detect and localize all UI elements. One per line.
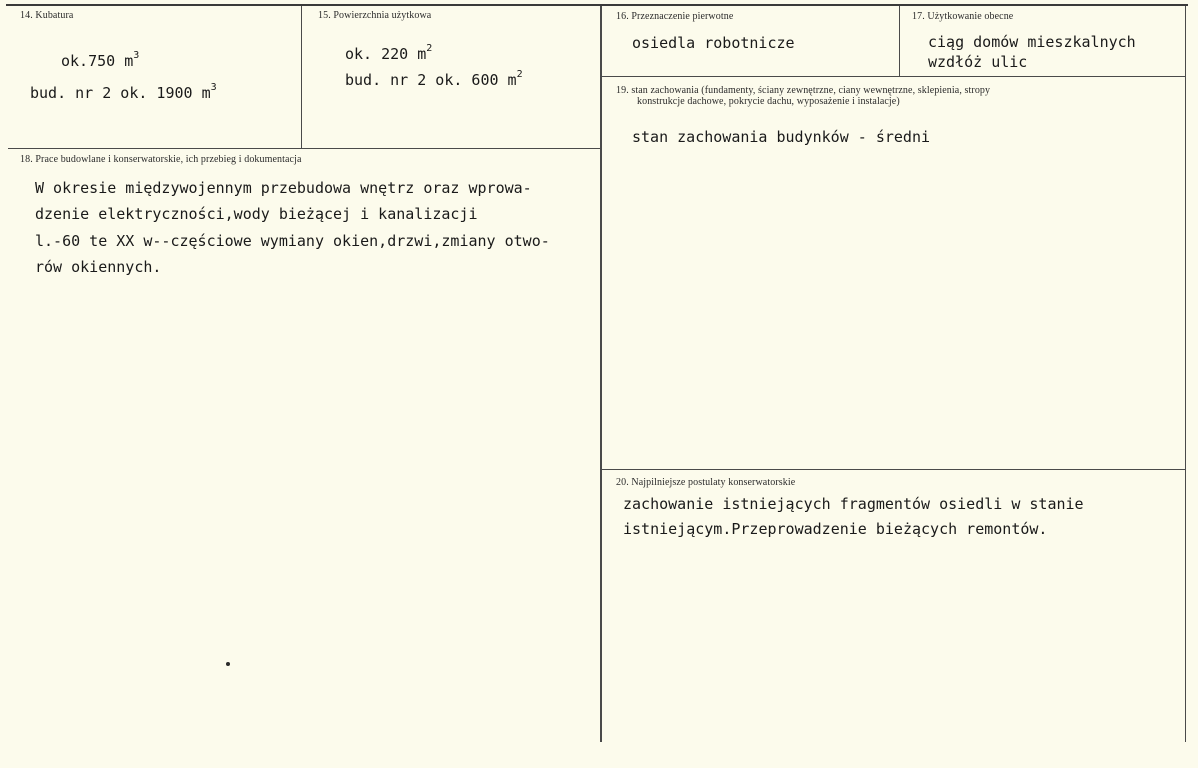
field-17-label: 17. Użytkowanie obecne bbox=[912, 11, 1014, 22]
divider-16-17 bbox=[899, 6, 900, 76]
field-15-value-2: bud. nr 2 ok. 600 m bbox=[345, 71, 517, 89]
field-20-label: 20. Najpilniejsze postulaty konserwatorskie bbox=[616, 477, 796, 488]
field-15-unit-exp-2: 2 bbox=[516, 69, 523, 80]
field-18-line-2: dzenie elektryczności,wody bieżącej i kanalizacji bbox=[35, 205, 478, 223]
ink-speck bbox=[226, 662, 230, 666]
field-15-value-1: ok. 220 m bbox=[345, 45, 427, 63]
field-17-line-2: wzdłóż ulic bbox=[928, 53, 1028, 71]
field-15-line-2 bbox=[345, 61, 523, 94]
field-18-line-1: W okresie międzywojennym przebudowa wnętrz oraz wprowa- bbox=[35, 179, 532, 197]
field-14-line-2 bbox=[30, 74, 217, 107]
field-14-unit-exp-1: 3 bbox=[133, 50, 140, 61]
divider-left-right bbox=[600, 6, 602, 742]
divider-right-edge bbox=[1185, 6, 1186, 742]
divider-row1-right bbox=[602, 76, 1185, 77]
field-18-line-3: l.-60 te XX w--częściowe wymiany okien,drzwi,zmiany otwo- bbox=[35, 232, 550, 250]
field-14-unit-exp-2: 3 bbox=[210, 82, 217, 93]
field-20-line-1: zachowanie istniejących fragmentów osiedli w stanie bbox=[623, 495, 1084, 513]
field-16-value: osiedla robotnicze bbox=[632, 34, 795, 52]
field-19-label-2: konstrukcje dachowe, pokrycie dachu, wyposażenie i instalacje) bbox=[637, 96, 900, 107]
divider-row1-left bbox=[8, 148, 601, 149]
field-14-label: 14. Kubatura bbox=[20, 10, 74, 21]
field-19-value: stan zachowania budynków - średni bbox=[632, 128, 931, 146]
field-17-line-1: ciąg domów mieszkalnych bbox=[928, 33, 1136, 51]
field-20-line-2: istniejącym.Przeprowadzenie bieżących remontów. bbox=[623, 520, 1048, 538]
field-16-label: 16. Przeznaczenie pierwotne bbox=[616, 11, 734, 22]
field-19-label-1: 19. stan zachowania (fundamenty, ściany zewnętrzne, ciany wewnętrzne, sklepienia, stropy bbox=[616, 85, 991, 96]
field-14-value-1: ok.750 m bbox=[61, 52, 134, 70]
divider-14-15 bbox=[301, 6, 302, 148]
top-rule bbox=[6, 4, 1188, 6]
field-18-label: 18. Prace budowlane i konserwatorskie, ich przebieg i dokumentacja bbox=[20, 154, 302, 165]
field-15-label: 15. Powierzchnia użytkowa bbox=[318, 10, 432, 21]
field-15-unit-exp-1: 2 bbox=[426, 43, 433, 54]
field-18-line-4: rów okiennych. bbox=[35, 258, 162, 276]
divider-19-20 bbox=[602, 469, 1185, 470]
field-14-line-1 bbox=[61, 42, 139, 75]
field-14-value-2: bud. nr 2 ok. 1900 m bbox=[30, 84, 211, 102]
